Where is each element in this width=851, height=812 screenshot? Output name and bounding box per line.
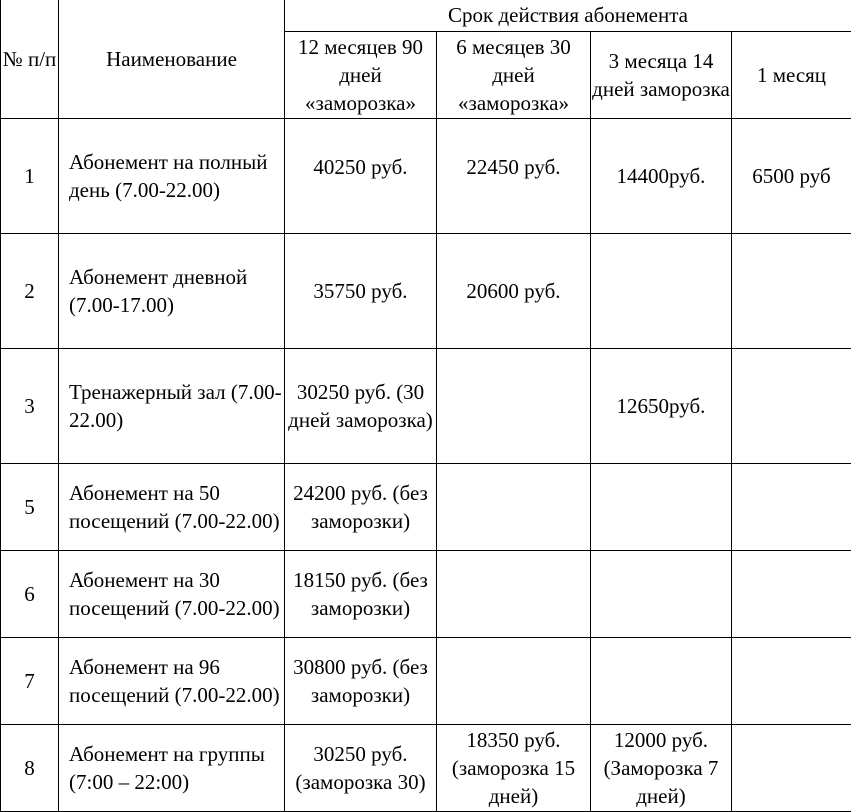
row-num: 6 [1,550,59,637]
header-period-1: 1 месяц [732,31,851,118]
row-name: Абонемент на 50 посещений (7.00-22.00) [59,463,285,550]
header-num: № п/п [1,0,59,118]
row-price-12: 30250 руб. (заморозка 30) [285,724,437,811]
row-price-6 [437,550,591,637]
row-price-6: 20600 руб. [437,233,591,348]
table-row [1,118,851,233]
row-price-12: 40250 руб. [285,118,437,233]
row-name: Тренажерный зал (7.00-22.00) [59,348,285,463]
row-price-3: 12000 руб. (Заморозка 7 дней) [591,724,732,811]
header-row-group [1,0,851,31]
table-row [1,233,851,348]
row-price-3 [591,637,732,724]
row-num: 5 [1,463,59,550]
table-row [1,550,851,637]
table-row [1,348,851,463]
row-name: Абонемент на 96 посещений (7.00-22.00) [59,637,285,724]
row-price-12: 24200 руб. (без заморозки) [285,463,437,550]
row-name: Абонемент на полный день (7.00-22.00) [59,118,285,233]
row-price-6 [437,463,591,550]
row-price-3 [591,233,732,348]
header-name: Наименование [59,0,285,118]
row-price-3 [591,550,732,637]
row-price-6 [437,637,591,724]
table-row [1,724,851,811]
row-price-1: 6500 руб [732,118,851,233]
row-num: 3 [1,348,59,463]
row-num: 7 [1,637,59,724]
row-price-6: 22450 руб. [437,118,591,233]
row-price-3: 14400руб. [591,118,732,233]
row-price-6 [437,348,591,463]
row-price-6: 18350 руб. (заморозка 15 дней) [437,724,591,811]
row-price-12: 30250 руб. (30 дней заморозка) [285,348,437,463]
table-row [1,463,851,550]
row-num: 8 [1,724,59,811]
header-period-6: 6 месяцев 30 дней «заморозка» [437,31,591,118]
row-name: Абонемент на 30 посещений (7.00-22.00) [59,550,285,637]
row-price-1 [732,233,851,348]
row-price-12: 35750 руб. [285,233,437,348]
row-price-1 [732,550,851,637]
row-price-1 [732,637,851,724]
header-period-3: 3 месяца 14 дней заморозка [591,31,732,118]
row-name: Абонемент дневной (7.00-17.00) [59,233,285,348]
header-period-group: Срок действия абонемента [285,0,851,31]
row-price-1 [732,463,851,550]
row-price-12: 30800 руб. (без заморозки) [285,637,437,724]
row-num: 1 [1,118,59,233]
row-price-3: 12650руб. [591,348,732,463]
row-price-1 [732,348,851,463]
row-price-3 [591,463,732,550]
row-num: 2 [1,233,59,348]
row-price-12: 18150 руб. (без заморозки) [285,550,437,637]
header-period-12: 12 месяцев 90 дней «заморозка» [285,31,437,118]
table-row [1,637,851,724]
row-name: Абонемент на группы (7:00 – 22:00) [59,724,285,811]
row-price-1 [732,724,851,811]
